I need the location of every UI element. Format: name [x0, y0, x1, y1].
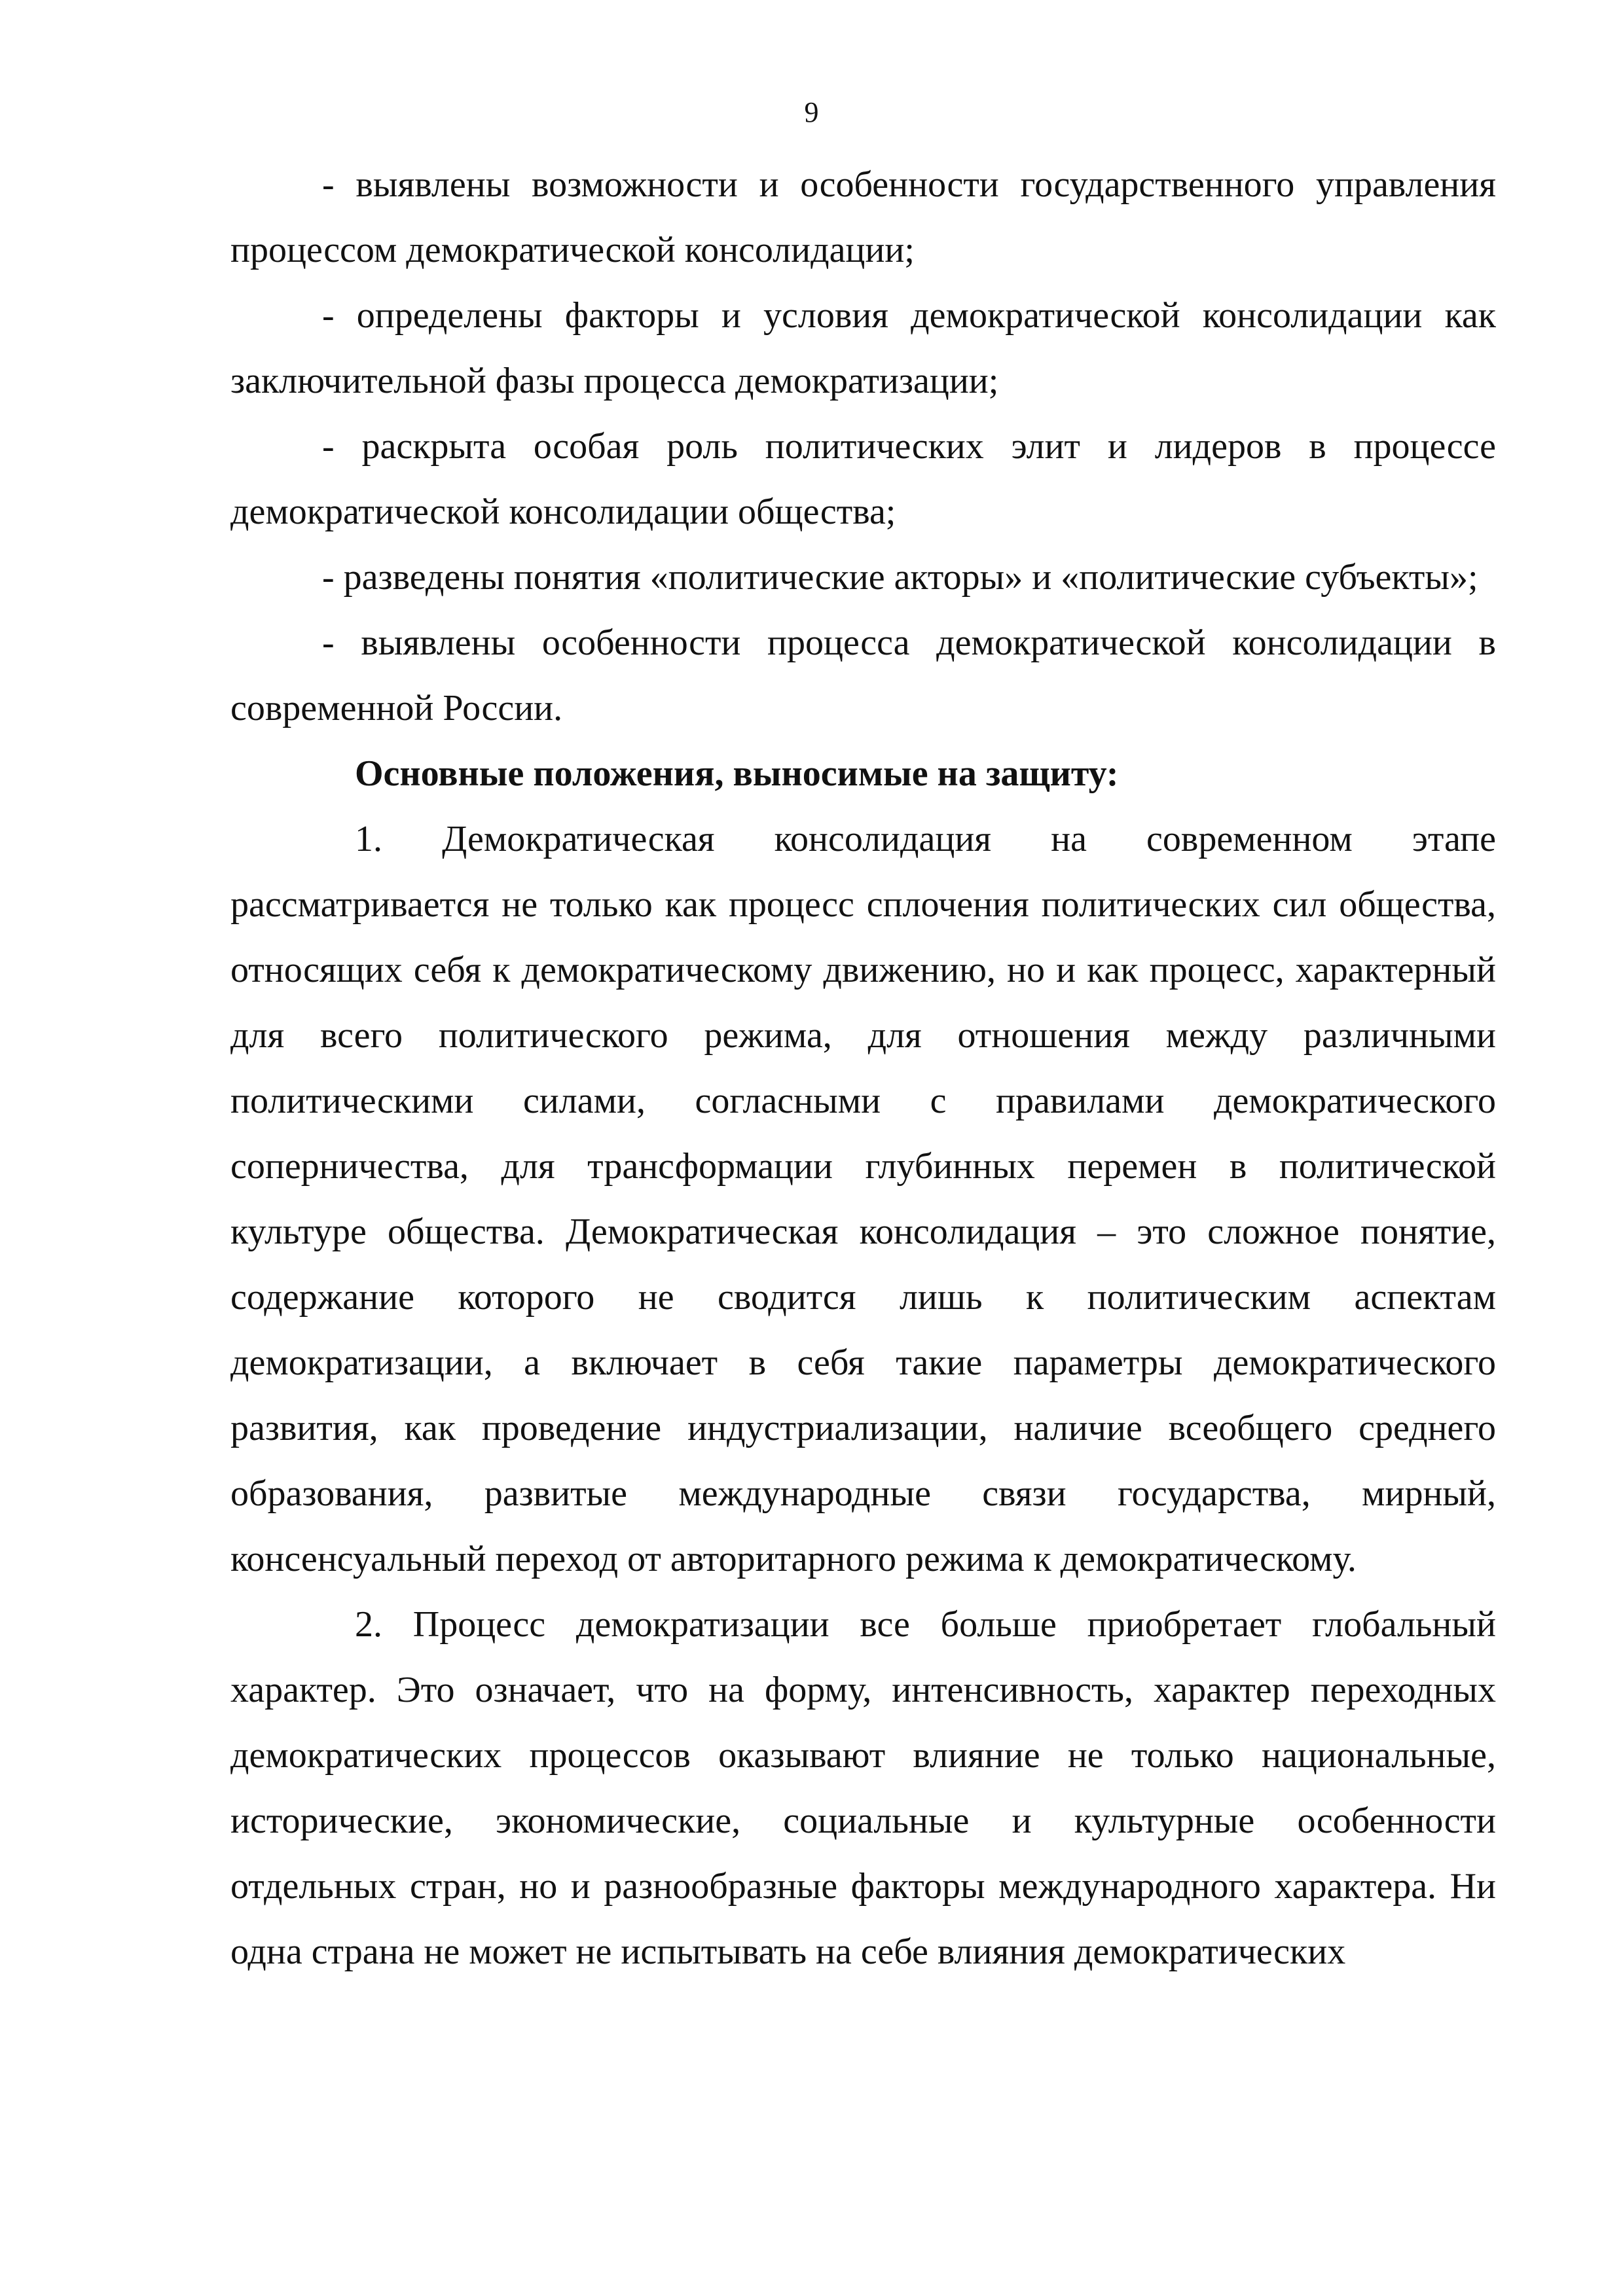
bullet-item-1: - выявлены возможности и особенности государственного управления процессом демократической консолидации; [230, 164, 1496, 270]
bullet-item-4: - разведены понятия «политические акторы» и «политические субъекты»; [322, 557, 1478, 598]
bullet-item-3: - раскрыта особая роль политических элит и лидеров в процессе демократической консолидации общества; [230, 426, 1496, 532]
page-number: 9 [804, 96, 819, 128]
bullet-item-2: - определены факторы и условия демократической консолидации как заключительной фазы процесса демократизации; [230, 295, 1496, 401]
thesis-2: 2. Процесс демократизации все больше приобретает глобальный характер. Это означает, что на форму, интенсивность, характер переходных демократических процессов оказывают влияние не только национальные, исторические, экономические, социальные и культурные особенности отдельных стран, но и разнообразные факторы международного характера. Ни одна страна не может не испытывать на себе влияния демократических [230, 1604, 1496, 1972]
page-content [230, 152, 1496, 1984]
bullet-item-5: - выявлены особенности процесса демократической консолидации в современной России. [230, 622, 1496, 728]
section-heading: Основные положения, выносимые на защиту: [355, 753, 1119, 794]
thesis-1: 1. Демократическая консолидация на современном этапе рассматривается не только как процесс сплочения политических сил общества, относящих себя к демократическому движению, но и как процесс, характерный для всего политического режима, для отношения между различными политическими силами, согласными с правилами демократического соперничества, для трансформации глубинных перемен в политической культуре общества. Демократическая консолидация – это сложное понятие, содержание которого не сводится лишь к политическим аспектам демократизации, а включает в себя такие параметры демократического развития, как проведение индустриализации, наличие всеобщего среднего образования, развитые международные связи государства, мирный, консенсуальный переход от авторитарного режима к демократическому. [230, 819, 1496, 1579]
